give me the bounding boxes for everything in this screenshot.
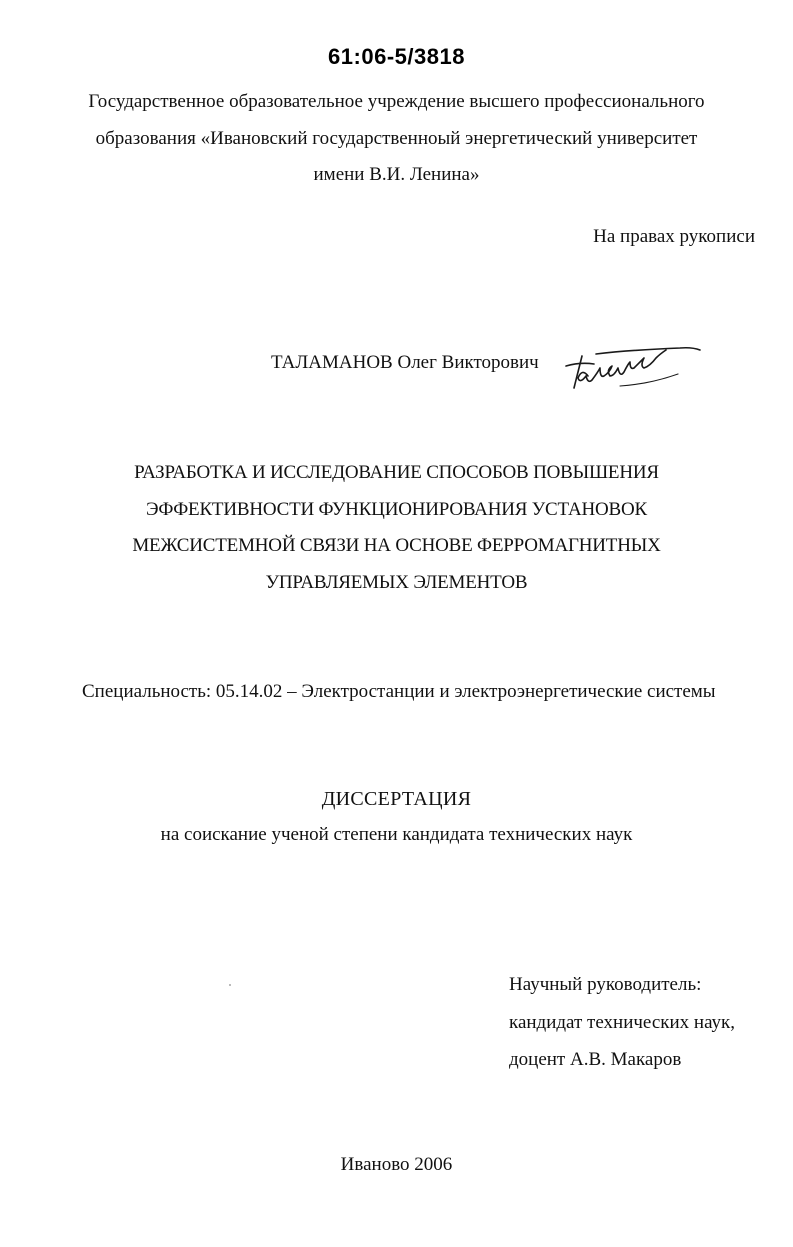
supervisor-line: доцент А.В. Макаров xyxy=(509,1049,682,1070)
specialty: Специальность: 05.14.02 – Электростанции и электроэнергетические системы xyxy=(82,681,716,702)
supervisor-block xyxy=(509,966,735,1079)
title-line: УПРАВЛЯЕМЫХ ЭЛЕМЕНТОВ xyxy=(265,571,528,593)
handwritten-signature-icon xyxy=(560,344,705,394)
institution-line: образования «Ивановский государственноый энергетический университет xyxy=(95,127,698,149)
city-year: Иваново 2006 xyxy=(340,1154,453,1175)
library-code: 61:06-5/3818 xyxy=(328,44,465,69)
dissertation-title xyxy=(0,455,793,601)
institution-block xyxy=(0,84,793,194)
degree-line: на соискание ученой степени кандидата технических наук xyxy=(160,824,633,845)
institution-line: Государственное образовательное учреждение высшего профессионального xyxy=(88,91,705,112)
title-line: МЕЖСИСТЕМНОЙ СВЯЗИ НА ОСНОВЕ ФЕРРОМАГНИТНЫХ xyxy=(132,535,661,556)
document-type: ДИССЕРТАЦИЯ xyxy=(321,788,472,810)
title-line: ЭФФЕКТИВНОСТИ ФУНКЦИОНИРОВАНИЯ УСТАНОВОК xyxy=(146,498,647,520)
manuscript-rights: На правах рукописи xyxy=(593,226,755,247)
institution-line: имени В.И. Ленина» xyxy=(313,164,480,185)
title-line: РАЗРАБОТКА И ИССЛЕДОВАНИЕ СПОСОБОВ ПОВЫШЕНИЯ xyxy=(134,462,659,483)
supervisor-line: Научный руководитель: xyxy=(509,974,702,995)
supervisor-line: кандидат технических наук, xyxy=(509,1011,736,1033)
author-row xyxy=(271,352,539,374)
scan-speck xyxy=(229,984,231,986)
author-name: ТАЛАМАНОВ Олег Викторович xyxy=(271,352,539,373)
